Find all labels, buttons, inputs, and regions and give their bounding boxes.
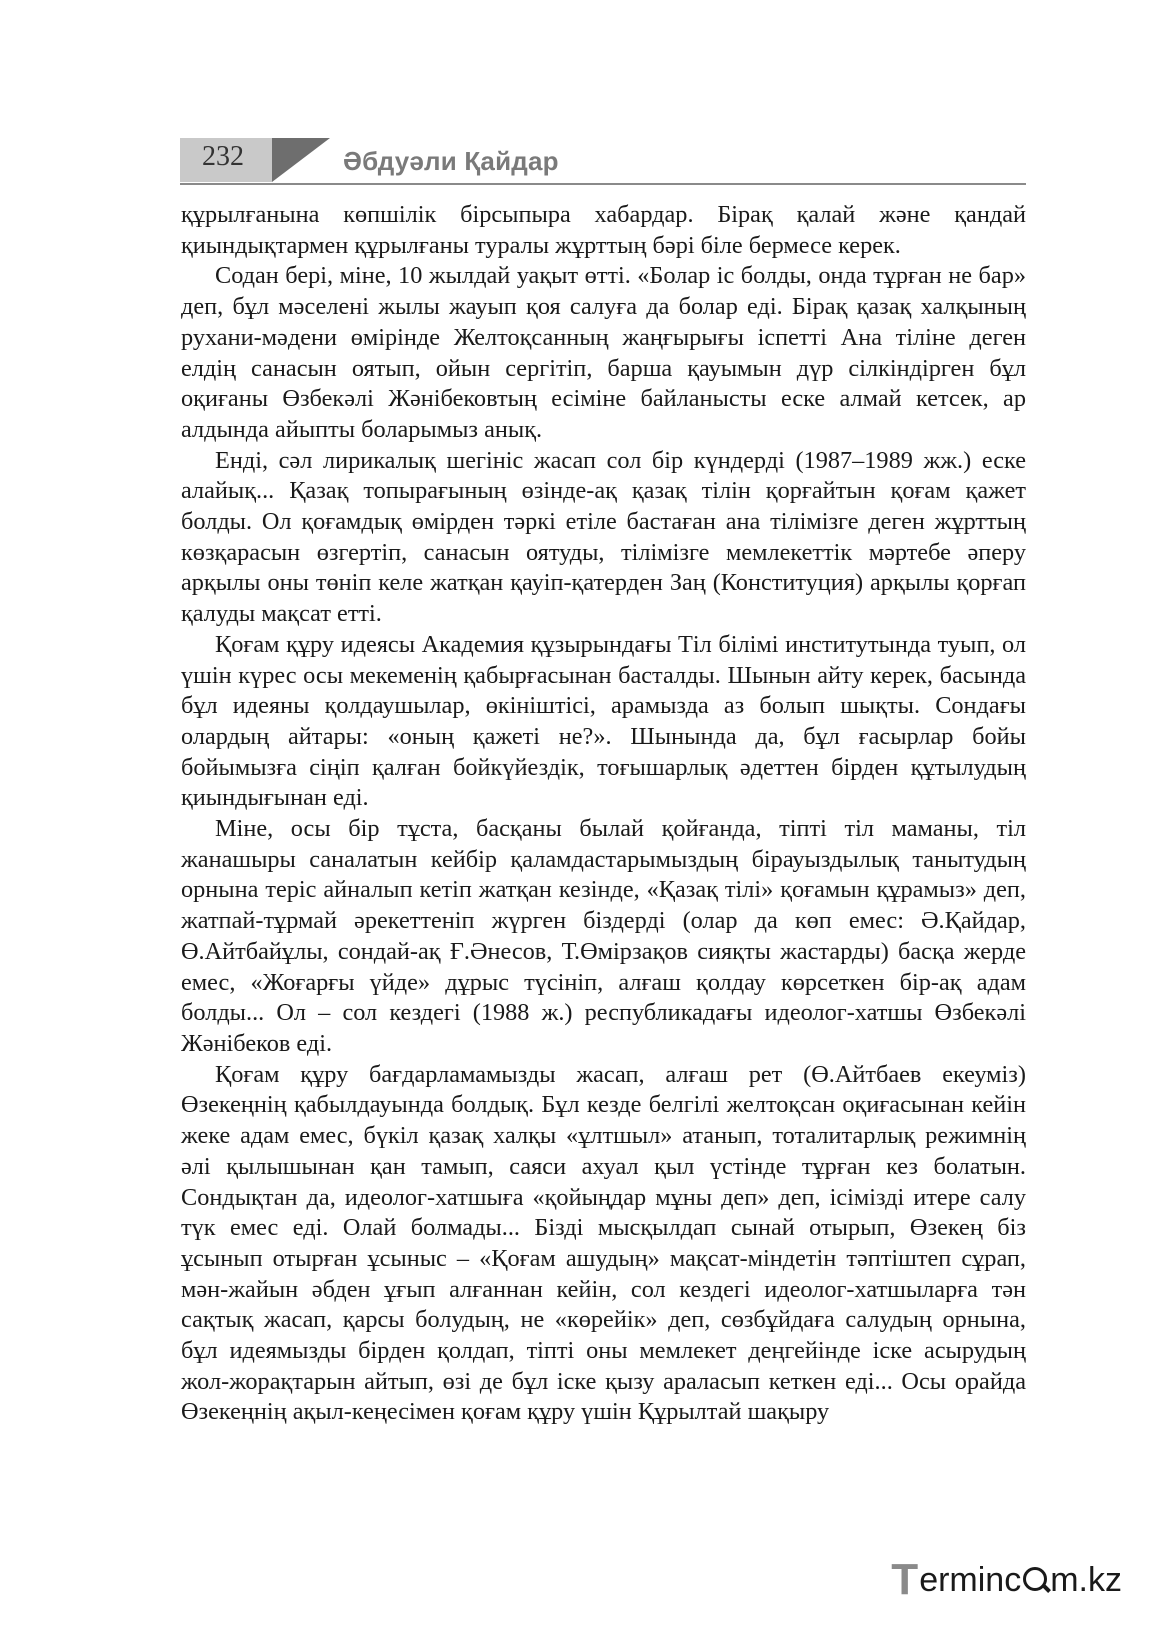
magnifier-icon xyxy=(1023,1567,1049,1593)
paragraph-5: Міне, осы бір тұста, басқаны былай қойғанда, тіпті тіл маманы, тіл жанашыры саналатын кейбір қаламдастарымыздың бірауыздылық танытудың орнына теріс айналып кетіп жатқан кезінде, «Қазақ тілі» қоғамын құрамыз» деп, жатпай-тұрмай әрекеттеніп жүрген біздерді (олар да көп емес: Ә.Қайдар, Ө.Айтбайұлы, сондай-ақ Ғ.Әнесов, Т.Өмірзақов сияқты жастарды) басқа жерде емес, «Жоғарғы үйде» дұрыс түсініп, алғаш қолдау көрсеткен бір-ақ адам болды... Ол – сол кездегі (1988 ж.) республикадағы идеолог-хатшы Өзбекәлі Жәнібеков еді. xyxy=(181,815,1026,1057)
watermark-text-middle: ermin xyxy=(919,1560,1005,1599)
header-triangle-decoration xyxy=(272,138,330,182)
paragraph-4: Қоғам құру идеясы Академия құзырындағы Тіл білімі институтында туып, ол үшін күрес осы мекеменің қабырғасынан басталды. Шынын айту керек, басында бұл идеяны қолдаушылар, өкініштісі, арамызда аз болып шықты. Сондағы олардың айтары: «оның қажеті не?». Шынында да, бұл ғасырлар бойы бойымызға сіңіп қалған бойкүйездік, тоғышарлық әдеттен бірден құтылудың қиындығынан еді. xyxy=(181,630,1026,812)
watermark-t-letter: T xyxy=(891,1555,919,1604)
watermark-text-c: c xyxy=(1004,1560,1022,1599)
page-number: 232 xyxy=(202,141,244,172)
termincom-watermark-logo xyxy=(891,1557,1122,1603)
page-header xyxy=(180,138,1026,186)
header-rule xyxy=(180,183,1026,185)
paragraph-1: құрылғанына көпшілік бірсыпыра хабардар. Бірақ қалай және қандай қиындықтармен құрылғаны туралы жұрттың бәрі біле бермесе керек. xyxy=(181,201,1026,259)
paragraph-6: Қоғам құру бағдарламамызды жасап, алғаш рет (Ө.Айтбаев екеуміз) Өзекеңнің қабылдауында болдық. Бұл кезде белгілі желтоқсан оқиғасынан кейін жеке адам емес, бүкіл қазақ халқы «ұлтшыл» атанып, тоталитарлық режимнің әлі қылышынан қан тамып, саяси ахуал қыл үстінде тұрған кез болатын. Сондықтан да, идеолог-хатшыға «қойыңдар мұны деп» деп, ісімізді итере салу түк емес еді. Олай болмады... Бізді мысқылдап сынай отырып, Өзекең біз ұсынып отырған ұсыныс – «Қоғам ашудың» мақсат-міндетін тәптіштеп сұрап, мән-жайын әбден ұғып алғаннан кейін, сол кездегі идеолог-хатшыларға тән сақтық жасап, қарсы болудың, не «көрейік» деп, сөзбұйдаға салудың орнына, бұл идеямызды бірден қолдап, тіпті оны мемлекет деңгейінде іске асырудың жол-жорақтарын айтып, өзі де бұл іске қызу араласып кеткен еді... Осы орайда Өзекеңнің ақыл-кеңесімен қоғам құру үшін Құрылтай шақыру xyxy=(181,1060,1026,1426)
body-text xyxy=(181,200,1026,1428)
page-number-box xyxy=(180,138,272,182)
running-header-author: Әбдуәли Қайдар xyxy=(343,146,559,176)
watermark-text-end: m.kz xyxy=(1050,1560,1122,1599)
paragraph-3: Енді, сәл лирикалық шегініс жасап сол бір күндерді (1987–1989 жж.) еске алайық... Қазақ топырағының өзінде-ақ қазақ тілін қорғайтын қоғам қажет болды. Ол қоғамдық өмірден тәркі етіле бастаған ана тілімізге деген жұрттың көзқарасын өзгертіп, санасын оятуды, тілімізге мемлекеттік мәртебе әперу арқылы оны төніп келе жатқан қауіп-қатерден Заң (Конституция) арқылы қорғап қалуды мақсат етті. xyxy=(181,446,1026,628)
paragraph-2: Содан бері, міне, 10 жылдай уақыт өтті. «Болар іс болды, онда тұрған не бар» деп, бұл мәселені жылы жауып қоя салуға да болар еді. Бірақ қазақ халқының рухани-мәдени өмірінде Желтоқсанның жаңғырығы іспетті Ана тіліне деген елдің санасын оятып, ойын сергітіп, барша қауымын дүр сілкіндірген бұл оқиғаны Өзбекәлі Жәнібековтың есіміне байланысты еске алмай кетсек, ар алдында айыпты боларымыз анық. xyxy=(181,262,1026,443)
